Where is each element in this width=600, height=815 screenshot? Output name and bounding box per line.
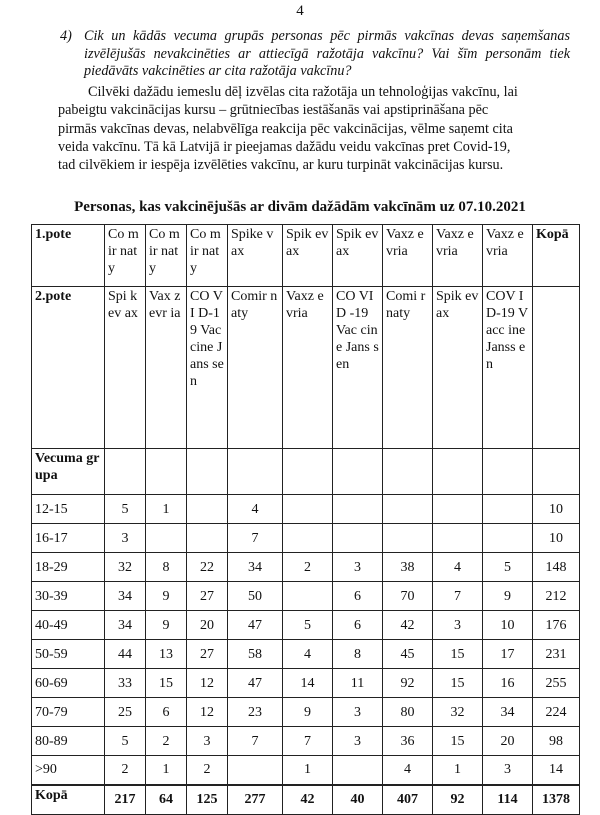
dose1-cell: Vaxz evria: [383, 225, 433, 287]
dose2-cell: CO VID -19 Vac cine Jans sen: [333, 287, 383, 449]
value-cell: 4: [228, 495, 283, 524]
value-cell: 32: [433, 698, 483, 727]
value-cell: 20: [187, 611, 228, 640]
value-cell: 3: [433, 611, 483, 640]
value-cell: 5: [105, 495, 146, 524]
total-cell: 277: [228, 785, 283, 815]
row-total-cell: 255: [533, 669, 580, 698]
age-row: [32, 524, 580, 553]
value-cell: 6: [333, 611, 383, 640]
value-cell: 27: [187, 582, 228, 611]
paragraph-line: veida vakcīnu. Tā kā Latvijā ir pieejamas dažādu veidu vakcīnas pret Covid-19,: [58, 138, 511, 155]
value-cell: [383, 524, 433, 553]
value-cell: [283, 582, 333, 611]
age-row: [32, 669, 580, 698]
value-cell: 10: [483, 611, 533, 640]
age-rows: [32, 495, 580, 785]
value-cell: 8: [146, 553, 187, 582]
total-row: [32, 785, 580, 815]
total-cell: 42: [283, 785, 333, 815]
answer-paragraph: [58, 83, 570, 174]
age-row: [32, 495, 580, 524]
value-cell: 22: [187, 553, 228, 582]
value-cell: 4: [433, 553, 483, 582]
value-cell: 11: [333, 669, 383, 698]
value-cell: 25: [105, 698, 146, 727]
total-row-label: Kopā: [32, 785, 105, 815]
value-cell: 32: [105, 553, 146, 582]
value-cell: 3: [105, 524, 146, 553]
empty-cell: [105, 449, 146, 495]
value-cell: 42: [383, 611, 433, 640]
empty-cell: [146, 449, 187, 495]
dose1-cell: Vaxz evria: [483, 225, 533, 287]
value-cell: 7: [228, 727, 283, 756]
value-cell: 5: [283, 611, 333, 640]
age-row: [32, 756, 580, 785]
value-cell: [483, 495, 533, 524]
dose2-row: [32, 287, 580, 449]
value-cell: 6: [333, 582, 383, 611]
age-label: 70-79: [32, 698, 105, 727]
row-total-cell: 10: [533, 495, 580, 524]
age-label: 12-15: [32, 495, 105, 524]
dose2-cell: Spi kev ax: [105, 287, 146, 449]
value-cell: [228, 756, 283, 785]
vaccination-table: [31, 224, 580, 815]
value-cell: 34: [228, 553, 283, 582]
value-cell: 4: [383, 756, 433, 785]
paragraph-line: pirmās vakcīnas devas, nelabvēlīga reakcija pēc vakcinācijas, vēlme saņemt cita: [58, 120, 513, 137]
row-total-cell: 231: [533, 640, 580, 669]
value-cell: 15: [433, 669, 483, 698]
paragraph-line: pabeigtu vakcinācijas kursu – grūtniecības iestāšanās vai apstiprināšana pēc: [58, 102, 489, 119]
total-cell: 114: [483, 785, 533, 815]
age-label: 80-89: [32, 727, 105, 756]
value-cell: 12: [187, 698, 228, 727]
total-cell: 64: [146, 785, 187, 815]
value-cell: 36: [383, 727, 433, 756]
paragraph-line: Cilvēki dažādu iemeslu dēļ izvēlas cita ražotāja un tehnoloģijas vakcīnu, lai: [88, 84, 518, 100]
empty-cell: [187, 449, 228, 495]
age-label: 60-69: [32, 669, 105, 698]
value-cell: 58: [228, 640, 283, 669]
value-cell: 2: [146, 727, 187, 756]
value-cell: [283, 495, 333, 524]
empty-cell: [433, 449, 483, 495]
value-cell: [187, 495, 228, 524]
dose1-row: [32, 225, 580, 287]
age-label: 18-29: [32, 553, 105, 582]
total-cell: 1378: [533, 785, 580, 815]
value-cell: 3: [187, 727, 228, 756]
dose2-cell: CO VI D-19 Vac cine Jans sen: [187, 287, 228, 449]
question-block: [60, 28, 570, 81]
dose1-cell: Spike vax: [228, 225, 283, 287]
empty-cell: [483, 449, 533, 495]
age-label: >90: [32, 756, 105, 785]
value-cell: 1: [146, 756, 187, 785]
value-cell: [146, 524, 187, 553]
value-cell: 9: [146, 582, 187, 611]
empty-cell: [283, 449, 333, 495]
value-cell: 3: [333, 698, 383, 727]
value-cell: 15: [433, 727, 483, 756]
value-cell: 2: [283, 553, 333, 582]
value-cell: 15: [433, 640, 483, 669]
value-cell: 27: [187, 640, 228, 669]
total-cell: 40: [333, 785, 383, 815]
row-total-cell: 176: [533, 611, 580, 640]
value-cell: [433, 495, 483, 524]
table-title: Personas, kas vakcinējušās ar divām dažādām vakcīnām uz 07.10.2021: [74, 199, 526, 215]
paragraph-line: tad cilvēkiem ir iespēja izvēlēties vakcīnu, ar kuru turpināt vakcinācijas kursu.: [58, 157, 504, 174]
value-cell: 23: [228, 698, 283, 727]
age-row: [32, 640, 580, 669]
value-cell: 5: [483, 553, 533, 582]
age-label: 30-39: [32, 582, 105, 611]
dose2-cell: Comir naty: [228, 287, 283, 449]
value-cell: 14: [283, 669, 333, 698]
page-number: 4: [296, 3, 304, 19]
question-number: 4): [60, 28, 72, 44]
age-row: [32, 582, 580, 611]
total-col-header: Kopā: [533, 225, 580, 287]
value-cell: 34: [105, 582, 146, 611]
value-cell: 44: [105, 640, 146, 669]
value-cell: 3: [333, 553, 383, 582]
value-cell: [333, 495, 383, 524]
value-cell: 47: [228, 611, 283, 640]
row-total-cell: 212: [533, 582, 580, 611]
value-cell: 33: [105, 669, 146, 698]
age-row: [32, 553, 580, 582]
value-cell: 47: [228, 669, 283, 698]
row-total-cell: 14: [533, 756, 580, 785]
age-label: 16-17: [32, 524, 105, 553]
value-cell: 50: [228, 582, 283, 611]
empty-cell: [333, 449, 383, 495]
value-cell: 12: [187, 669, 228, 698]
dose1-cell: Spik evax: [283, 225, 333, 287]
value-cell: [333, 756, 383, 785]
dose1-cell: Co mir naty: [187, 225, 228, 287]
value-cell: 1: [433, 756, 483, 785]
dose1-label: 1.pote: [32, 225, 105, 287]
question-text: Cik un kādās vecuma grupās personas pēc pirmās vakcīnas devas saņemšanas izvēlējušās nevakcinēties ar attiecīgā ražotāja vakcīnu? Vai šīm personām tiek piedāvāts vakcinēties ar cita ražotāja vakcīnu?: [84, 28, 570, 79]
value-cell: 2: [105, 756, 146, 785]
value-cell: 1: [283, 756, 333, 785]
value-cell: [333, 524, 383, 553]
dose1-cell: Spik evax: [333, 225, 383, 287]
age-group-label: Vecuma grupa: [32, 449, 105, 495]
value-cell: 13: [146, 640, 187, 669]
age-row: [32, 727, 580, 756]
value-cell: [433, 524, 483, 553]
value-cell: 80: [383, 698, 433, 727]
value-cell: [283, 524, 333, 553]
empty-cell: [533, 449, 580, 495]
value-cell: 2: [187, 756, 228, 785]
value-cell: 7: [433, 582, 483, 611]
value-cell: 34: [105, 611, 146, 640]
value-cell: 9: [146, 611, 187, 640]
total-cell: 407: [383, 785, 433, 815]
dose2-cell: Comi rnaty: [383, 287, 433, 449]
value-cell: 70: [383, 582, 433, 611]
row-total-cell: 148: [533, 553, 580, 582]
row-total-cell: 10: [533, 524, 580, 553]
row-total-cell: 98: [533, 727, 580, 756]
value-cell: 4: [283, 640, 333, 669]
row-total-cell: 224: [533, 698, 580, 727]
value-cell: 9: [283, 698, 333, 727]
empty-cell: [228, 449, 283, 495]
dose2-cell: Spik evax: [433, 287, 483, 449]
value-cell: 17: [483, 640, 533, 669]
age-group-header-row: [32, 449, 580, 495]
value-cell: 3: [483, 756, 533, 785]
value-cell: 15: [146, 669, 187, 698]
total-cell: 92: [433, 785, 483, 815]
dose2-label: 2.pote: [32, 287, 105, 449]
value-cell: 7: [228, 524, 283, 553]
total-cell: 217: [105, 785, 146, 815]
value-cell: 16: [483, 669, 533, 698]
age-row: [32, 698, 580, 727]
value-cell: 38: [383, 553, 433, 582]
value-cell: 6: [146, 698, 187, 727]
value-cell: 20: [483, 727, 533, 756]
value-cell: 5: [105, 727, 146, 756]
value-cell: [187, 524, 228, 553]
value-cell: 8: [333, 640, 383, 669]
value-cell: 1: [146, 495, 187, 524]
dose2-cell: Vaxz evria: [283, 287, 333, 449]
dose1-cell: Vaxz evria: [433, 225, 483, 287]
dose1-cell: Co mir naty: [146, 225, 187, 287]
dose2-cell: COV ID-19 Vacc ine Janss en: [483, 287, 533, 449]
dose2-cell: Vax zevr ia: [146, 287, 187, 449]
total-cell: 125: [187, 785, 228, 815]
value-cell: 7: [283, 727, 333, 756]
value-cell: 92: [383, 669, 433, 698]
empty-cell: [533, 287, 580, 449]
dose1-cell: Co mir naty: [105, 225, 146, 287]
age-label: 50-59: [32, 640, 105, 669]
value-cell: 34: [483, 698, 533, 727]
value-cell: [383, 495, 433, 524]
value-cell: [483, 524, 533, 553]
value-cell: 45: [383, 640, 433, 669]
value-cell: 9: [483, 582, 533, 611]
empty-cell: [383, 449, 433, 495]
value-cell: 3: [333, 727, 383, 756]
age-label: 40-49: [32, 611, 105, 640]
age-row: [32, 611, 580, 640]
